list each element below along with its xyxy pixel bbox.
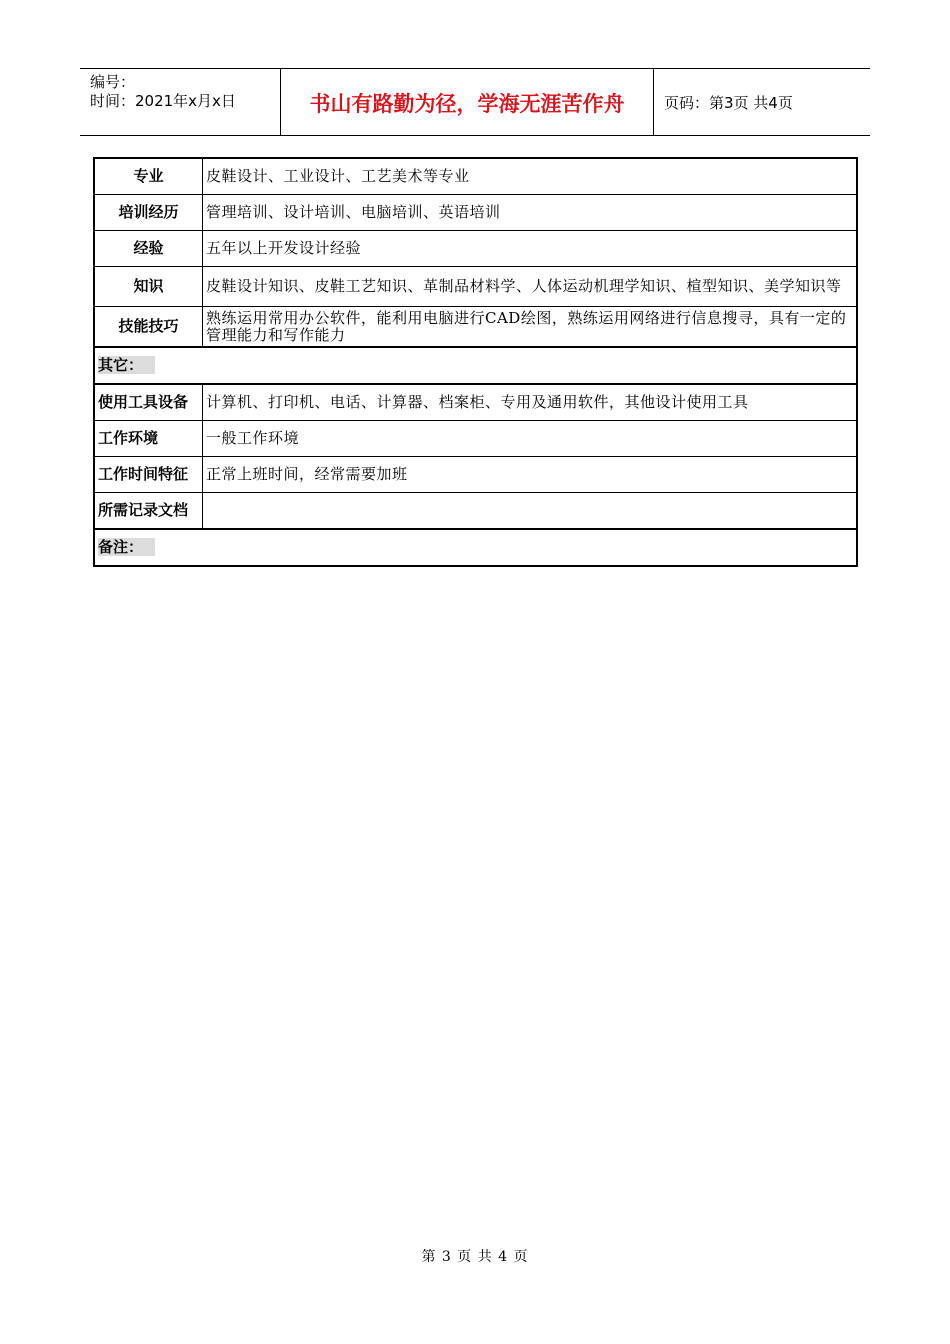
table-row (94, 307, 857, 348)
row-label: 所需记录文档 (94, 493, 203, 530)
table-row (94, 195, 857, 231)
document-date: 时间：2021年x月x日 (90, 92, 236, 110)
row-value (203, 493, 858, 530)
other-section (94, 347, 857, 384)
row-value: 正常上班时间，经常需要加班 (203, 457, 858, 493)
remarks-section (94, 529, 857, 566)
row-value: 皮鞋设计、工业设计、工艺美术等专业 (203, 158, 858, 195)
row-label: 技能技巧 (94, 307, 203, 348)
row-label: 培训经历 (94, 195, 203, 231)
remarks-label: 备注： (98, 538, 155, 556)
page-footer: 第 3 页 共 4 页 (421, 1249, 529, 1265)
page-header (80, 68, 870, 136)
row-value: 熟练运用常用办公软件，能利用电脑进行CAD绘图，熟练运用网络进行信息搜寻，具有一定的管理能力和写作能力 (203, 307, 858, 348)
table-row (94, 231, 857, 267)
document-number-label: 编号： (90, 73, 136, 91)
row-value: 管理培训、设计培训、电脑培训、英语培训 (203, 195, 858, 231)
table-row-remarks (94, 529, 857, 566)
table-row (94, 384, 857, 421)
table-row (94, 158, 857, 195)
row-value: 皮鞋设计知识、皮鞋工艺知识、革制品材料学、人体运动机理学知识、楦型知识、美学知识等 (203, 267, 858, 307)
row-value: 五年以上开发设计经验 (203, 231, 858, 267)
row-value: 一般工作环境 (203, 421, 858, 457)
table-row (94, 421, 857, 457)
row-label: 工作环境 (94, 421, 203, 457)
other-label: 其它： (98, 356, 155, 374)
row-label: 专业 (94, 158, 203, 195)
row-label: 工作时间特征 (94, 457, 203, 493)
table-row (94, 457, 857, 493)
header-left-cell (80, 69, 281, 135)
row-label: 知识 (94, 267, 203, 307)
table-row (94, 267, 857, 307)
row-label: 使用工具设备 (94, 384, 203, 421)
row-label: 经验 (94, 231, 203, 267)
header-page-info: 页码：第3页 共4页 (664, 94, 793, 112)
row-value: 计算机、打印机、电话、计算器、档案柜、专用及通用软件，其他设计使用工具 (203, 384, 858, 421)
header-right-cell (654, 69, 870, 135)
header-middle-cell (281, 69, 654, 135)
job-requirements-table (93, 157, 858, 567)
table-row-other (94, 347, 857, 384)
header-motto: 书山有路勤为径，学海无涯苦作舟 (309, 92, 625, 116)
table-row (94, 493, 857, 530)
